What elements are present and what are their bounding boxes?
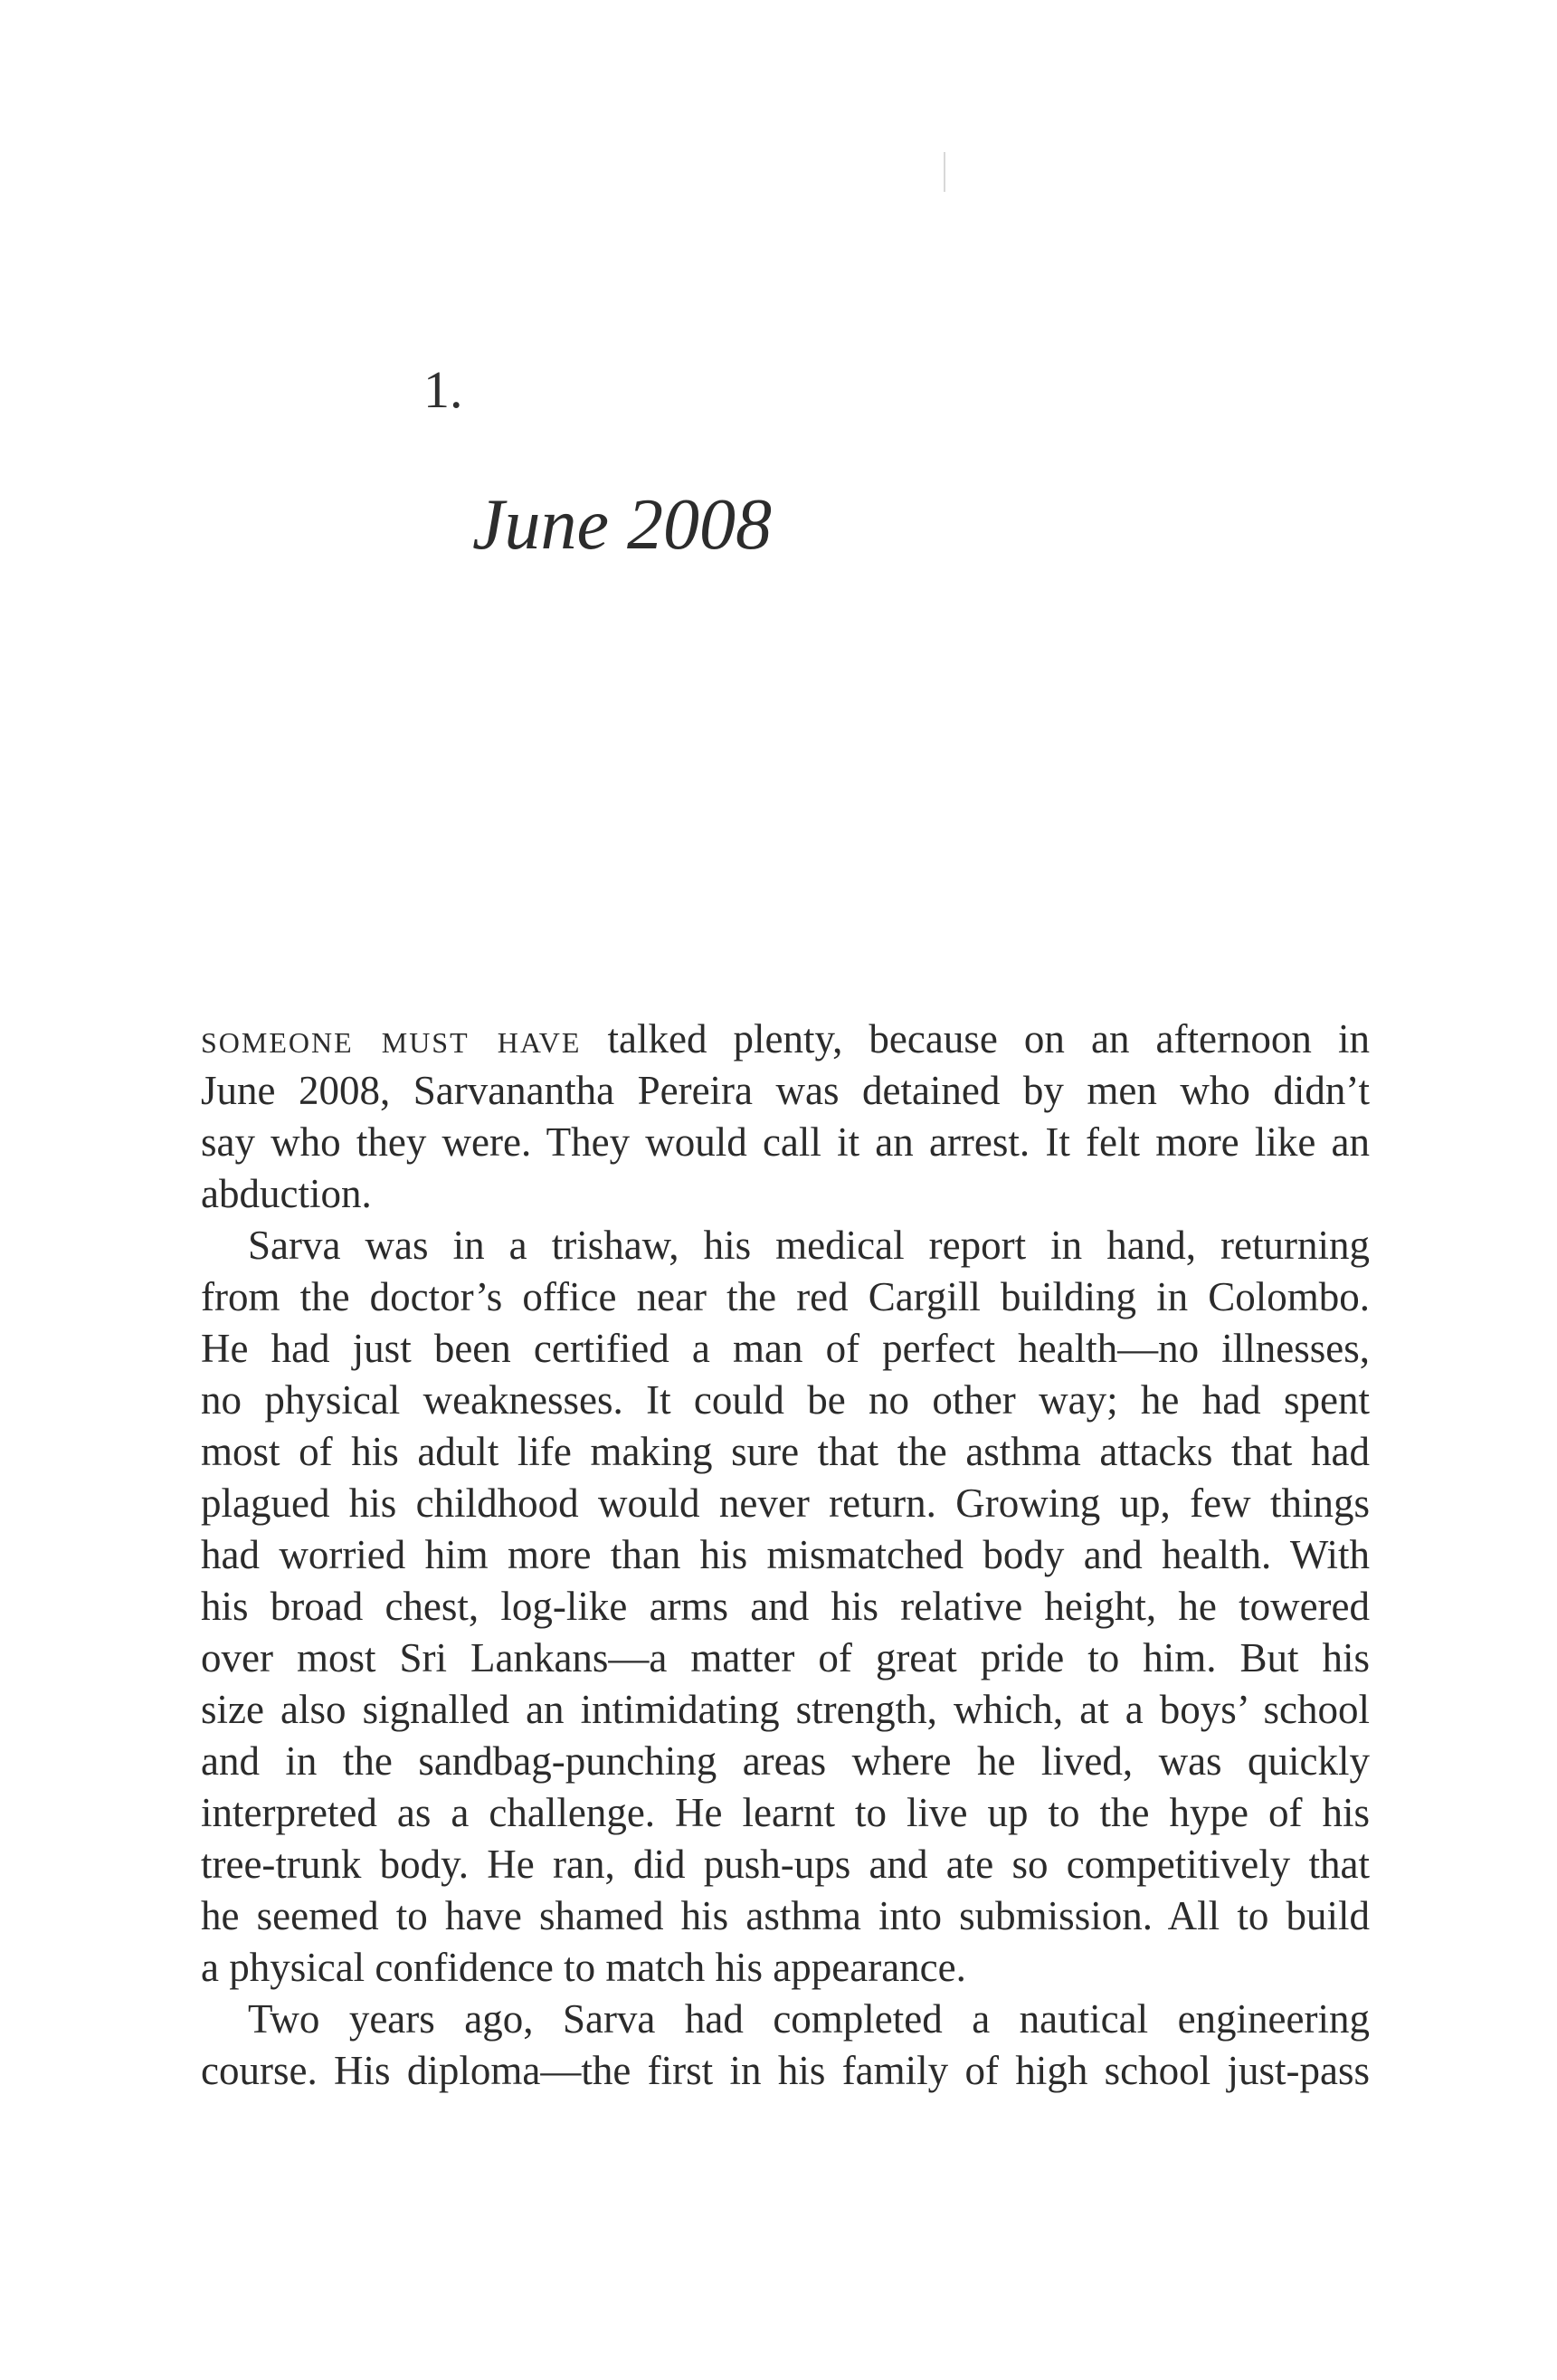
text-line: abduction. <box>201 1171 372 1216</box>
text-line: most of his adult life making sure that the asthma attacks that had <box>201 1429 1370 1474</box>
opening-smallcaps: someone must have <box>201 1016 582 1061</box>
paragraph-2 <box>201 1220 1370 1994</box>
text-line: someone must have talked plenty, because on an afternoon in <box>201 1016 1370 1061</box>
text-line: interpreted as a challenge. He learnt to live up to the hype of his <box>201 1790 1370 1835</box>
paragraph-3 <box>201 1994 1370 2097</box>
chapter-number: 1. <box>423 360 463 419</box>
text-line: tree-trunk body. He ran, did push-ups and ate so competitively that <box>201 1842 1370 1887</box>
paragraph-1 <box>201 1014 1370 1220</box>
text-line: no physical weaknesses. It could be no other way; he had spent <box>201 1377 1370 1423</box>
text-line: say who they were. They would call it an arrest. It felt more like an <box>201 1119 1370 1165</box>
text-line: size also signalled an intimidating strength, which, at a boys’ school <box>201 1687 1370 1732</box>
chapter-body <box>201 1014 1370 2097</box>
scan-mark <box>944 152 945 192</box>
text-line: He had just been certified a man of perfect health—no illnesses, <box>201 1326 1370 1371</box>
text-line: a physical confidence to match his appearance. <box>201 1945 966 1990</box>
text-line: over most Sri Lankans—a matter of great pride to him. But his <box>201 1635 1370 1680</box>
text-line: June 2008, Sarvanantha Pereira was detained by men who didn’t <box>201 1068 1370 1113</box>
text-line: course. His diploma—the first in his family of high school just-pass <box>201 2048 1370 2093</box>
text-line: from the doctor’s office near the red Cargill building in Colombo. <box>201 1274 1370 1319</box>
text-line: and in the sandbag-punching areas where he lived, was quickly <box>201 1738 1370 1784</box>
text-line: his broad chest, log-like arms and his relative height, he towered <box>201 1584 1370 1629</box>
text-line: he seemed to have shamed his asthma into submission. All to build <box>201 1893 1370 1938</box>
text-line: plagued his childhood would never return. Growing up, few things <box>201 1480 1370 1526</box>
text-line: had worried him more than his mismatched body and health. With <box>201 1532 1370 1577</box>
chapter-title: June 2008 <box>472 485 773 565</box>
text-line: Two years ago, Sarva had completed a nautical engineering <box>248 1996 1370 2042</box>
text-line: Sarva was in a trishaw, his medical report in hand, returning <box>248 1223 1370 1268</box>
